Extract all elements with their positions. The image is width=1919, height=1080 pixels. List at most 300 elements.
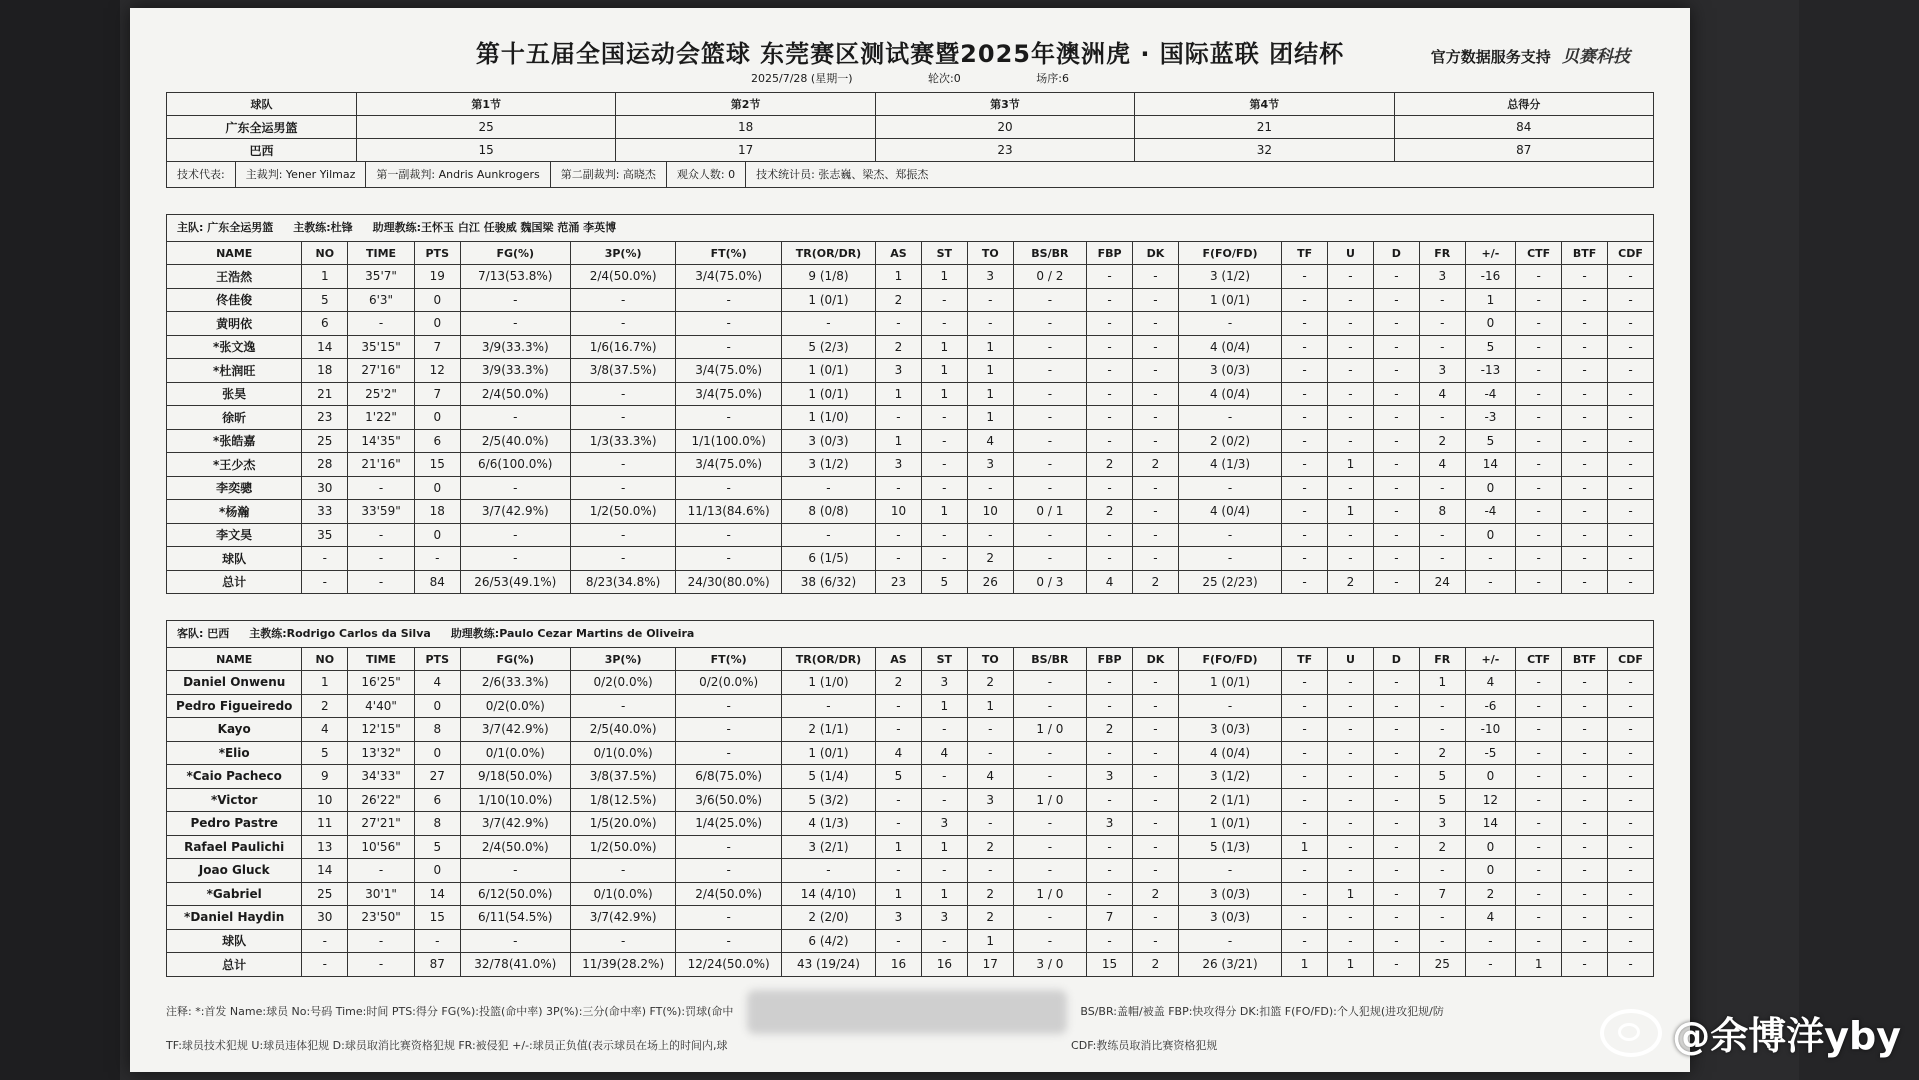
stat-cell: 3 <box>967 788 1013 812</box>
column-header: FG(%) <box>460 648 570 671</box>
column-header: +/- <box>1465 242 1515 265</box>
stat-cell: 4 (1/3) <box>781 812 875 836</box>
stat-cell: - <box>1282 288 1328 312</box>
quarter-cell: 18 <box>616 116 875 139</box>
column-header: F(FO/FD) <box>1178 648 1281 671</box>
stat-cell: 3 (0/3) <box>1178 882 1281 906</box>
stat-cell: 2 <box>302 694 348 718</box>
player-name: 黄明依 <box>167 312 302 336</box>
quarter-cell: 17 <box>616 139 875 162</box>
column-header: CDF <box>1607 648 1653 671</box>
stat-cell: 3/6(50.0%) <box>676 788 782 812</box>
player-name: *Gabriel <box>167 882 302 906</box>
stat-cell: - <box>1607 265 1653 289</box>
stat-cell: - <box>348 312 415 336</box>
quarter-header: 第4节 <box>1135 93 1394 116</box>
stat-cell: - <box>460 406 570 430</box>
player-name: *张皓嘉 <box>167 429 302 453</box>
stat-cell: 14'35" <box>348 429 415 453</box>
stat-cell: 2 <box>1087 453 1133 477</box>
stat-cell: 16 <box>876 953 922 977</box>
stat-cell: - <box>1282 741 1328 765</box>
stat-cell: - <box>1607 406 1653 430</box>
stat-cell: 1/1(100.0%) <box>676 429 782 453</box>
column-header: FBP <box>1087 242 1133 265</box>
player-name: *王少杰 <box>167 453 302 477</box>
stat-cell: 27'16" <box>348 359 415 383</box>
stats-header-row <box>167 648 1654 671</box>
statisticians: 技术统计员: 张志巍、梁杰、郑振杰 <box>756 167 929 181</box>
stat-cell: - <box>1607 741 1653 765</box>
stat-cell: - <box>676 547 782 571</box>
stat-cell: - <box>676 906 782 930</box>
watermark <box>1600 1005 1901 1060</box>
stat-cell: 7 <box>414 335 460 359</box>
stat-cell: - <box>1013 453 1086 477</box>
stat-cell: - <box>348 547 415 571</box>
tech-rep: 技术代表: <box>167 162 236 188</box>
stat-cell: - <box>1087 406 1133 430</box>
stat-cell: 3/4(75.0%) <box>676 359 782 383</box>
stat-cell: 1 <box>967 694 1013 718</box>
stat-cell: - <box>348 570 415 594</box>
stat-cell: 4 <box>1419 453 1465 477</box>
stat-cell: - <box>921 523 967 547</box>
player-name: 徐昕 <box>167 406 302 430</box>
watermark-text: @余博洋yby <box>1672 1014 1901 1058</box>
stat-cell: - <box>1562 570 1608 594</box>
stat-cell: 2 <box>876 335 922 359</box>
column-header: TIME <box>348 648 415 671</box>
stat-cell: 3/9(33.3%) <box>460 335 570 359</box>
stat-cell: 3/4(75.0%) <box>676 453 782 477</box>
stat-cell: 1 <box>921 335 967 359</box>
stat-cell: - <box>1516 671 1562 695</box>
column-header: D <box>1373 648 1419 671</box>
stat-cell: - <box>1087 741 1133 765</box>
player-name: 球队 <box>167 929 302 953</box>
stat-cell: - <box>876 547 922 571</box>
stat-cell: 3 <box>876 906 922 930</box>
stat-cell: - <box>1328 288 1374 312</box>
stat-cell: - <box>1282 788 1328 812</box>
stat-cell: 27'21" <box>348 812 415 836</box>
stat-cell: - <box>1419 859 1465 883</box>
stat-cell: - <box>1013 929 1086 953</box>
stat-cell: 5 <box>1465 429 1515 453</box>
stat-cell: - <box>1328 929 1374 953</box>
stat-cell: - <box>1373 671 1419 695</box>
stat-cell: - <box>1516 288 1562 312</box>
stat-cell: 15 <box>414 453 460 477</box>
stat-cell: - <box>1087 694 1133 718</box>
footnote-2b: CDF:教练员取消比赛资格犯规 <box>1071 1039 1218 1052</box>
stat-cell: - <box>1013 671 1086 695</box>
stat-cell: - <box>1373 741 1419 765</box>
column-header: TO <box>967 648 1013 671</box>
stat-cell: 1 <box>967 382 1013 406</box>
stat-cell: - <box>921 406 967 430</box>
stat-cell: 2 <box>1087 718 1133 742</box>
stat-cell: 3 (1/2) <box>1178 265 1281 289</box>
stat-cell: - <box>570 476 676 500</box>
stat-cell: 1 / 0 <box>1013 788 1086 812</box>
stat-cell: 14 <box>1465 453 1515 477</box>
stat-cell: 3/4(75.0%) <box>676 382 782 406</box>
footnote-1a: 注释: *:首发 Name:球员 No:号码 Time:时间 PTS:得分 FG(%):投篮(命中率) 3P(%):三分(命中率) FT(%):罚球(命中 <box>166 1005 734 1018</box>
column-header: BS/BR <box>1013 242 1086 265</box>
stat-cell: 10 <box>967 500 1013 524</box>
stat-cell: 4 <box>1465 906 1515 930</box>
stat-cell: - <box>1013 694 1086 718</box>
stat-cell: 12'15" <box>348 718 415 742</box>
stat-cell: - <box>1607 835 1653 859</box>
stat-cell: 2 <box>876 671 922 695</box>
stat-cell: - <box>921 453 967 477</box>
stat-cell: 15 <box>414 906 460 930</box>
stat-cell: 12 <box>1465 788 1515 812</box>
stat-cell: - <box>1087 671 1133 695</box>
stat-cell: 1 <box>921 694 967 718</box>
stat-cell: 1/2(50.0%) <box>570 500 676 524</box>
player-name: 张昊 <box>167 382 302 406</box>
away-box <box>166 620 1654 977</box>
stat-cell: - <box>1373 335 1419 359</box>
stat-cell: 2 <box>1419 429 1465 453</box>
stat-cell: - <box>1087 882 1133 906</box>
stat-cell: 84 <box>414 570 460 594</box>
stat-cell: - <box>1373 859 1419 883</box>
stat-cell: - <box>1562 547 1608 571</box>
stat-cell: 25'2" <box>348 382 415 406</box>
stat-cell: - <box>570 406 676 430</box>
column-header: 3P(%) <box>570 242 676 265</box>
stat-cell: 1 <box>876 382 922 406</box>
stat-cell: - <box>1178 547 1281 571</box>
stat-cell: 1 <box>921 359 967 383</box>
stat-cell: 30 <box>302 476 348 500</box>
stat-cell: - <box>1419 476 1465 500</box>
stat-cell: 1'22" <box>348 406 415 430</box>
stat-cell: - <box>570 859 676 883</box>
stat-cell: - <box>1373 718 1419 742</box>
stat-cell: - <box>1516 523 1562 547</box>
stat-cell: - <box>1087 929 1133 953</box>
stat-cell: 10'56" <box>348 835 415 859</box>
stat-cell: - <box>1607 547 1653 571</box>
stat-cell: 1 <box>1282 953 1328 977</box>
column-header: FBP <box>1087 648 1133 671</box>
stat-cell: - <box>1178 523 1281 547</box>
stat-cell: - <box>1373 406 1419 430</box>
stat-cell: - <box>1282 570 1328 594</box>
stat-cell: - <box>1516 741 1562 765</box>
stat-cell: - <box>1133 335 1179 359</box>
stat-cell: 3/7(42.9%) <box>460 812 570 836</box>
stat-cell: 1 <box>967 359 1013 383</box>
column-header: PTS <box>414 242 460 265</box>
stat-cell: 0 <box>1465 765 1515 789</box>
stat-cell: 1 (0/1) <box>781 741 875 765</box>
player-row <box>167 523 1654 547</box>
stat-cell: - <box>302 953 348 977</box>
stat-cell: 3 (1/2) <box>781 453 875 477</box>
stat-cell: 6 <box>302 312 348 336</box>
stat-cell: - <box>1087 382 1133 406</box>
column-header: TR(OR/DR) <box>781 242 875 265</box>
stat-cell: - <box>1516 429 1562 453</box>
stat-cell: 0/2(0.0%) <box>676 671 782 695</box>
stat-cell: 0 <box>1465 523 1515 547</box>
stat-cell: - <box>967 741 1013 765</box>
stat-cell: -16 <box>1465 265 1515 289</box>
stat-cell: - <box>676 859 782 883</box>
stat-cell: - <box>1087 523 1133 547</box>
game-number: 场序:6 <box>1036 72 1069 85</box>
away-coach: 主教练:Rodrigo Carlos da Silva <box>249 627 431 640</box>
officials-row <box>166 162 1654 188</box>
stat-cell: 2 <box>1133 453 1179 477</box>
player-row <box>167 359 1654 383</box>
stat-cell: - <box>1607 906 1653 930</box>
stat-cell: - <box>1328 835 1374 859</box>
stat-cell: - <box>1516 788 1562 812</box>
stat-cell: 4 <box>921 741 967 765</box>
game-meta <box>166 70 1654 86</box>
blurred-region <box>747 990 1067 1034</box>
stat-cell: - <box>1178 694 1281 718</box>
column-header: TO <box>967 242 1013 265</box>
quarter-cell: 84 <box>1394 116 1653 139</box>
stat-cell: 2/4(50.0%) <box>676 882 782 906</box>
column-header: BS/BR <box>1013 648 1086 671</box>
stat-cell: - <box>1328 812 1374 836</box>
game-round: 轮次:0 <box>928 72 961 85</box>
stat-cell: - <box>1516 335 1562 359</box>
stat-cell: 1 <box>1328 500 1374 524</box>
stat-cell: - <box>1373 929 1419 953</box>
home-assistants: 助理教练:王怀玉 白江 任骏威 魏国梁 范涌 李英博 <box>372 221 617 234</box>
stat-cell: - <box>1133 765 1179 789</box>
stat-cell: - <box>1516 812 1562 836</box>
stat-cell: - <box>1328 335 1374 359</box>
stat-cell: - <box>967 718 1013 742</box>
stat-cell: - <box>1133 359 1179 383</box>
stat-cell: - <box>1133 547 1179 571</box>
stat-cell: - <box>1087 476 1133 500</box>
stat-cell: - <box>570 929 676 953</box>
quarter-row <box>167 116 1654 139</box>
stat-cell: - <box>1419 523 1465 547</box>
stat-cell: - <box>967 523 1013 547</box>
away-team-label: 客队: 巴西 <box>177 627 230 640</box>
stat-cell: 11/13(84.6%) <box>676 500 782 524</box>
player-row <box>167 312 1654 336</box>
column-header: NO <box>302 648 348 671</box>
quarter-score-table <box>166 92 1654 162</box>
stat-cell: 21'16" <box>348 453 415 477</box>
stat-cell: - <box>1419 288 1465 312</box>
stat-cell: 5 (3/2) <box>781 788 875 812</box>
stat-cell: - <box>570 312 676 336</box>
game-date: 2025/7/28 (星期一) <box>751 72 853 85</box>
stat-cell: 3 <box>921 906 967 930</box>
stat-cell: 18 <box>302 359 348 383</box>
stat-cell: - <box>1133 741 1179 765</box>
stat-cell: - <box>1328 859 1374 883</box>
column-header: BTF <box>1562 648 1608 671</box>
player-name: 李文昊 <box>167 523 302 547</box>
player-name: 球队 <box>167 547 302 571</box>
stat-cell: 1 <box>302 671 348 695</box>
stat-cell: - <box>1373 500 1419 524</box>
stat-cell: - <box>1178 859 1281 883</box>
stat-cell: - <box>1516 500 1562 524</box>
stat-cell: - <box>1607 718 1653 742</box>
stat-cell: 3 <box>876 453 922 477</box>
stat-cell: - <box>1465 929 1515 953</box>
home-coach: 主教练:杜锋 <box>293 221 353 234</box>
stat-cell: - <box>1607 929 1653 953</box>
stat-cell: - <box>1013 906 1086 930</box>
stat-cell: 6/11(54.5%) <box>460 906 570 930</box>
stat-cell: - <box>1178 312 1281 336</box>
stat-cell: 5 <box>302 288 348 312</box>
stat-cell: - <box>1607 812 1653 836</box>
stat-cell: - <box>1562 835 1608 859</box>
player-row <box>167 671 1654 695</box>
stat-cell: 1 / 0 <box>1013 882 1086 906</box>
player-row <box>167 406 1654 430</box>
stat-cell: 4 <box>1087 570 1133 594</box>
quarter-cell: 15 <box>357 139 616 162</box>
stat-cell: - <box>1562 523 1608 547</box>
stat-cell: 3/8(37.5%) <box>570 359 676 383</box>
stat-cell: 0 <box>414 694 460 718</box>
stat-cell: - <box>1562 765 1608 789</box>
stat-cell: - <box>921 312 967 336</box>
stat-cell: - <box>1562 929 1608 953</box>
stat-cell: - <box>1373 359 1419 383</box>
stat-cell: - <box>1087 288 1133 312</box>
stat-cell: 3 (0/3) <box>1178 718 1281 742</box>
stat-cell: - <box>1419 906 1465 930</box>
stat-cell: 25 <box>302 429 348 453</box>
player-row <box>167 547 1654 571</box>
stat-cell: - <box>1373 953 1419 977</box>
stat-cell: 14 <box>1465 812 1515 836</box>
stat-cell: - <box>1328 547 1374 571</box>
column-header: CTF <box>1516 648 1562 671</box>
stat-cell: 1 (0/1) <box>781 382 875 406</box>
stat-cell: 1 <box>921 835 967 859</box>
stat-cell: 1 <box>921 382 967 406</box>
stat-cell: - <box>876 812 922 836</box>
stat-cell: - <box>1373 812 1419 836</box>
stat-cell: - <box>1133 671 1179 695</box>
stat-cell: - <box>1328 788 1374 812</box>
sponsor <box>1431 42 1630 67</box>
stat-cell: - <box>1516 265 1562 289</box>
stat-cell: - <box>1373 382 1419 406</box>
stat-cell: - <box>1282 429 1328 453</box>
stat-cell: - <box>1013 523 1086 547</box>
stat-cell: 1/8(12.5%) <box>570 788 676 812</box>
stat-cell: - <box>1516 765 1562 789</box>
stat-cell: 5 (1/4) <box>781 765 875 789</box>
stat-cell: - <box>570 523 676 547</box>
stat-cell: - <box>781 523 875 547</box>
stat-cell: -4 <box>1465 382 1515 406</box>
stat-cell: 9/18(50.0%) <box>460 765 570 789</box>
stat-cell: 28 <box>302 453 348 477</box>
stat-cell: 1 (1/0) <box>781 671 875 695</box>
footnote-1b: BS/BR:盖帽/被盖 FBP:快攻得分 DK:扣篮 F(FO/FD):个人犯规(进攻犯规/防 <box>1080 1005 1444 1018</box>
stat-cell: - <box>1282 476 1328 500</box>
stat-cell: 26 <box>967 570 1013 594</box>
stat-cell: - <box>1282 671 1328 695</box>
player-row <box>167 500 1654 524</box>
stat-cell: - <box>1516 312 1562 336</box>
player-row <box>167 741 1654 765</box>
stat-cell: 14 (4/10) <box>781 882 875 906</box>
stat-cell: 0 <box>1465 312 1515 336</box>
player-name: Pedro Pastre <box>167 812 302 836</box>
player-row <box>167 429 1654 453</box>
player-name: Kayo <box>167 718 302 742</box>
stat-cell: 1 <box>1328 453 1374 477</box>
stat-cell: 1 <box>1282 835 1328 859</box>
stat-cell: 3 (0/3) <box>781 429 875 453</box>
stat-cell: - <box>1373 429 1419 453</box>
stat-cell: - <box>1133 906 1179 930</box>
stat-cell: 4 (0/4) <box>1178 335 1281 359</box>
stat-cell: - <box>1516 359 1562 383</box>
stat-cell: - <box>460 929 570 953</box>
title-row <box>166 34 1654 68</box>
stat-cell: - <box>348 476 415 500</box>
stat-cell: - <box>1562 288 1608 312</box>
stat-cell: -10 <box>1465 718 1515 742</box>
stat-cell: - <box>1133 476 1179 500</box>
stat-cell: - <box>1562 906 1608 930</box>
stat-cell: - <box>967 288 1013 312</box>
stat-cell: - <box>921 859 967 883</box>
column-header: FR <box>1419 648 1465 671</box>
column-header: FT(%) <box>676 648 782 671</box>
stat-cell: 3/4(75.0%) <box>676 265 782 289</box>
column-header: U <box>1328 242 1374 265</box>
stat-cell: - <box>1419 718 1465 742</box>
stat-cell: 4 (0/4) <box>1178 741 1281 765</box>
stat-cell: 0/1(0.0%) <box>570 741 676 765</box>
stat-cell: 15 <box>1087 953 1133 977</box>
stat-cell: 0 <box>414 288 460 312</box>
stat-cell: 1 <box>1328 953 1374 977</box>
stat-cell: 1/3(33.3%) <box>570 429 676 453</box>
stat-cell: - <box>1133 788 1179 812</box>
quarter-header: 第1节 <box>357 93 616 116</box>
stat-cell: - <box>1013 406 1086 430</box>
stat-cell: 87 <box>414 953 460 977</box>
stat-cell: - <box>876 718 922 742</box>
stat-cell: 32/78(41.0%) <box>460 953 570 977</box>
stat-cell: 38 (6/32) <box>781 570 875 594</box>
stat-cell: - <box>1133 265 1179 289</box>
column-header: TIME <box>348 242 415 265</box>
stat-cell: 23 <box>876 570 922 594</box>
stat-cell: 35 <box>302 523 348 547</box>
